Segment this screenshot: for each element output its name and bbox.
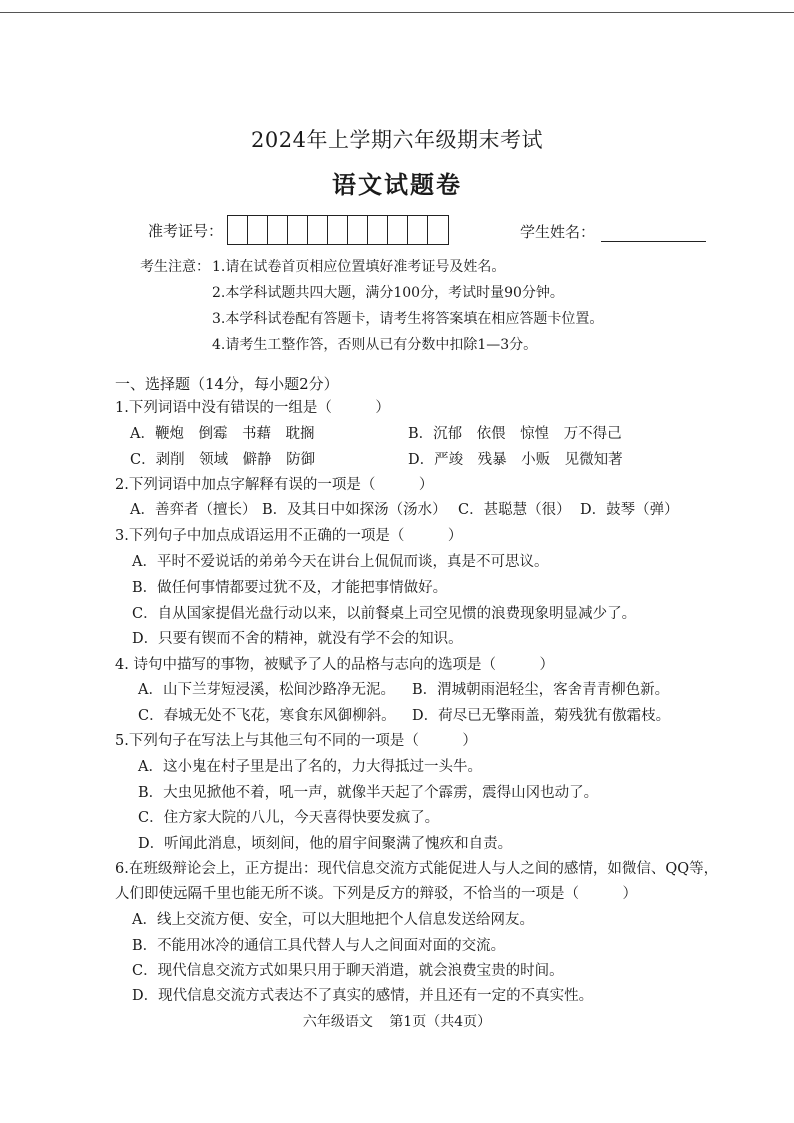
exam-title: 2024年上学期六年级期末考试 xyxy=(251,128,543,152)
question-option: A．平时不爱说话的弟弟今天在讲台上侃侃而谈，真是不可思议。 xyxy=(132,554,549,570)
question-stem: 1.下列词语中没有错误的一组是（ ） xyxy=(115,400,390,416)
question-option: C．甚聪慧（很） xyxy=(458,502,571,518)
exam-id-digit-box[interactable] xyxy=(348,216,368,244)
question-option: D．听闻此消息，顷刻间，他的眉宇间聚满了愧疚和自责。 xyxy=(138,836,513,852)
question-stem: 4. 诗句中描写的事物，被赋予了人的品格与志向的选项是（ ） xyxy=(115,657,554,673)
exam-id-boxes[interactable] xyxy=(227,215,449,245)
question-option: A．线上交流方便、安全，可以大胆地把个人信息发送给网友。 xyxy=(132,912,534,928)
question-stem: 3.下列句子中加点成语运用不正确的一项是（ ） xyxy=(115,528,463,544)
exam-id-digit-box[interactable] xyxy=(388,216,408,244)
student-name-field[interactable] xyxy=(601,227,706,242)
section-title: 一、选择题（14分，每小题2分） xyxy=(115,375,339,393)
question-option: A．这小鬼在村子里是出了名的，力大得抵过一头牛。 xyxy=(138,759,482,775)
exam-id-label: 准考证号： xyxy=(148,221,224,240)
exam-id-digit-box[interactable] xyxy=(248,216,268,244)
question-stem: 5.下列句子在写法上与其他三句不同的一项是（ ） xyxy=(115,733,477,749)
exam-id-digit-box[interactable] xyxy=(328,216,348,244)
question-option: B．沉郁 依偎 惊惶 万不得己 xyxy=(408,426,622,442)
question-option: D．荷尽已无擎雨盖，菊残犹有傲霜枝。 xyxy=(412,708,671,724)
question-option: B．渭城朝雨浥轻尘，客舍青青柳色新。 xyxy=(412,682,670,698)
student-name-label: 学生姓名： xyxy=(520,223,596,241)
question-stem-continued: 人们即使远隔千里也能无所不谈。下列是反方的辩驳，不恰当的一项是（ ） xyxy=(115,886,637,902)
question-option: B．及其日中如探汤（汤水） xyxy=(262,502,447,518)
question-option: C．现代信息交流方式如果只用于聊天消遣，就会浪费宝贵的时间。 xyxy=(132,963,564,979)
top-border-line xyxy=(0,12,794,13)
exam-id-row xyxy=(148,215,449,245)
question-stem: 2.下列词语中加点字解释有误的一项是（ ） xyxy=(115,477,434,493)
student-name-row xyxy=(520,221,706,242)
question-option: C．住方家大院的八儿，今天喜得快要发疯了。 xyxy=(138,810,440,826)
exam-id-digit-box[interactable] xyxy=(408,216,428,244)
exam-id-digit-box[interactable] xyxy=(308,216,328,244)
exam-id-digit-box[interactable] xyxy=(268,216,288,244)
footer-course: 六年级语文 xyxy=(302,1014,373,1030)
notice-item: 3.本学科试卷配有答题卡，请考生将答案填在相应答题卡位置。 xyxy=(212,311,604,327)
question-option: D．现代信息交流方式表达不了真实的感情，并且还有一定的不真实性。 xyxy=(132,988,594,1004)
question-option: A．鞭炮 倒霉 书藉 耽搁 xyxy=(130,426,315,442)
exam-id-digit-box[interactable] xyxy=(228,216,248,244)
notice-item: 4.请考生工整作答，否则从已有分数中扣除1—3分。 xyxy=(212,337,538,353)
question-option: C．自从国家提倡光盘行动以来，以前餐桌上司空见惯的浪费现象明显减少了。 xyxy=(132,606,637,622)
notice-label: 考生注意： xyxy=(140,259,210,275)
question-option: D．严竣 残暴 小贩 见微知著 xyxy=(408,452,623,468)
question-option: B．大虫见掀他不着，吼一声，就像半天起了个霹雳，震得山冈也动了。 xyxy=(138,785,599,801)
notice-item: 2.本学科试题共四大题，满分100分，考试时量90分钟。 xyxy=(212,285,564,301)
question-option: A．善弈者（擅长） xyxy=(130,502,257,518)
exam-id-digit-box[interactable] xyxy=(368,216,388,244)
exam-id-digit-box[interactable] xyxy=(288,216,308,244)
question-stem: 6.在班级辩论会上，正方提出：现代信息交流方式能促进人与人之间的感情，如微信、QQ等， xyxy=(115,861,719,877)
question-option: B．做任何事情都要过犹不及，才能把事情做好。 xyxy=(132,580,448,596)
question-option: D．只要有锲而不舍的精神，就没有学不会的知识。 xyxy=(132,631,463,647)
footer-page-number: 第1页（共4页） xyxy=(389,1014,492,1030)
question-option: B．不能用冰冷的通信工具代替人与人之间面对面的交流。 xyxy=(132,938,506,954)
question-option: C．剥削 领域 僻静 防御 xyxy=(130,452,316,468)
exam-id-digit-box[interactable] xyxy=(428,216,448,244)
page-footer xyxy=(0,1011,794,1031)
exam-subtitle: 语文试题卷 xyxy=(332,170,462,199)
question-option: D．鼓琴（弹） xyxy=(580,502,679,518)
notice-item: 1.请在试卷首页相应位置填好准考证号及姓名。 xyxy=(212,259,506,275)
question-option: C．春城无处不飞花，寒食东风御柳斜。 xyxy=(138,708,396,724)
question-option: A．山下兰芽短浸溪，松间沙路净无泥。 xyxy=(138,682,395,698)
